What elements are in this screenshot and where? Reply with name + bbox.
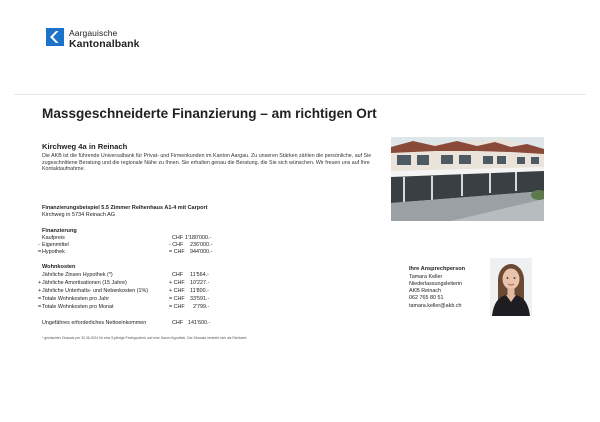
akb-logo[interactable] bbox=[46, 28, 166, 54]
property-photo bbox=[391, 137, 544, 221]
contact-phone[interactable]: 062 765 80 51 bbox=[409, 295, 444, 301]
row-currency: = CHF bbox=[169, 249, 185, 255]
row-label: Eigenmittel bbox=[42, 242, 69, 248]
row-label: Totale Wohnkosten pro Monat bbox=[42, 304, 114, 310]
row-amount: 11'800.- bbox=[190, 288, 209, 294]
contact-heading: Ihre Ansprechperson bbox=[409, 266, 466, 272]
row-currency: = CHF bbox=[169, 296, 185, 302]
contact-name: Tamara Keller bbox=[409, 274, 443, 280]
row-amount: 11'564.- bbox=[190, 272, 209, 278]
contact-role: Niederlassungsleiterin bbox=[409, 281, 463, 287]
footnote: * gemischter Zinssatz per 30.06.2024 für eine 5-jährige Festhypothek und eine Saron-Hypothek. Der Zinssatz versteht sich als Richtwert. bbox=[42, 336, 248, 340]
financing-heading: Finanzierung bbox=[42, 228, 77, 234]
row-amount: 1'180'000.- bbox=[185, 235, 212, 241]
logo-line-1: Aargauische bbox=[69, 28, 118, 38]
row-label: Kaufpreis bbox=[42, 235, 65, 241]
row-amount: 2'799.- bbox=[193, 304, 210, 310]
net-income-label: Ungefähres erforderliches Nettoeinkommen bbox=[42, 320, 147, 326]
row-amount: 236'000.- bbox=[190, 242, 213, 248]
row-operator: = bbox=[38, 296, 42, 302]
logo-line-2: Kantonalbank bbox=[69, 38, 140, 50]
row-label: Jährliche Zinsen Hypothek (*) bbox=[42, 272, 113, 278]
row-currency: + CHF bbox=[169, 280, 185, 286]
row-label: Jährliche Amortisationen (15 Jahre) bbox=[42, 280, 127, 286]
row-currency: CHF bbox=[172, 235, 184, 241]
page-title: Massgeschneiderte Finanzierung – am richtigen Ort bbox=[42, 106, 377, 121]
row-currency: + CHF bbox=[169, 288, 185, 294]
contact-branch: AKB Reinach bbox=[409, 288, 442, 294]
row-currency: - CHF bbox=[169, 242, 184, 248]
row-operator: - bbox=[38, 242, 40, 248]
example-title: Finanzierungsbeispiel 5.5 Zimmer Reihenhaus A1-4 mit Carport bbox=[42, 205, 208, 211]
row-amount: 10'227.- bbox=[190, 280, 210, 286]
row-operator: = bbox=[38, 304, 42, 310]
row-currency: CHF bbox=[172, 272, 184, 278]
row-label: Totale Wohnkosten pro Jahr bbox=[42, 296, 110, 302]
property-title: Kirchweg 4a in Reinach bbox=[42, 142, 128, 151]
contact-email[interactable]: tamara.keller@akb.ch bbox=[409, 303, 462, 309]
row-label: Hypothek bbox=[42, 249, 65, 255]
row-operator: = bbox=[38, 249, 42, 255]
row-label: Jährliche Unterhalts- und Nebenkosten (1%) bbox=[42, 288, 149, 294]
net-income-amount: 141'600.- bbox=[188, 320, 211, 326]
net-income-currency: CHF bbox=[172, 320, 184, 326]
row-operator: + bbox=[38, 280, 42, 286]
row-operator: + bbox=[38, 288, 42, 294]
example-address: Kirchweg in 5734 Reinach AG bbox=[42, 212, 116, 218]
akb-logo-text bbox=[69, 28, 140, 49]
row-amount: 33'591.- bbox=[190, 296, 210, 302]
header-divider bbox=[14, 94, 586, 95]
costs-heading: Wohnkosten bbox=[42, 264, 76, 270]
row-amount: 944'000.- bbox=[190, 249, 213, 255]
row-currency: = CHF bbox=[169, 304, 185, 310]
contact-portrait bbox=[490, 258, 532, 316]
intro-paragraph: Die AKB ist die führende Universalbank für Privat- und Firmenkunden im Kanton Aargau. Zu unseren Stärken zählen die persönliche, auf Sie zugeschnittene Beratung und die regionale Nähe zu Ihnen. Sie erhalten genau die Beratung, die Sie sich wünschen. Wir freuen uns auf Ihre Kontaktaufnahme. bbox=[42, 153, 372, 173]
akb-logo-mark-icon bbox=[46, 28, 64, 46]
